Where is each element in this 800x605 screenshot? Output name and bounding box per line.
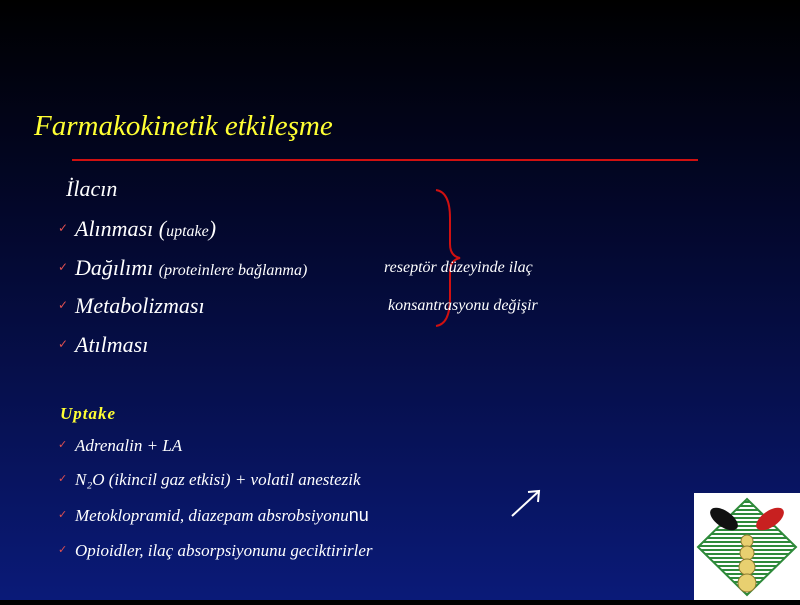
side-note-line1: reseptör düzeyinde ilaç: [384, 259, 533, 276]
item-label: Atılması: [75, 332, 149, 357]
arrow-up-right-icon: [508, 488, 544, 520]
list-item: [58, 216, 216, 242]
checkmark-icon: ✓: [58, 439, 68, 451]
uptake-item-suffix: nu: [348, 505, 369, 525]
checkmark-icon: ✓: [58, 337, 69, 351]
uptake-item-text: Opioidler, ilaç absorpsiyonunu geciktirirler: [75, 541, 373, 560]
checkmark-icon: ✓: [58, 298, 69, 312]
slide-title: Farmakokinetik etkileşme: [34, 110, 333, 142]
uptake-item-text: N₂O (ikincil gaz etkisi) + volatil anestezik: [75, 470, 361, 489]
list-item: [58, 293, 205, 319]
list-item: [58, 470, 361, 490]
item-label: Alınması (: [75, 216, 167, 241]
item-label: Dağılımı: [75, 255, 159, 280]
section-label-uptake: Uptake: [60, 404, 117, 423]
checkmark-icon: ✓: [58, 221, 69, 235]
checkmark-icon: ✓: [58, 509, 68, 521]
list-item: [58, 436, 182, 456]
uptake-item-text: Metoklopramid, diazepam absrobsiyonu: [75, 506, 349, 525]
list-item: [58, 541, 372, 561]
checkmark-icon: ✓: [58, 260, 69, 274]
item-small: uptake: [166, 223, 209, 240]
item-label: Metabolizması: [75, 293, 205, 318]
list-item: [58, 255, 307, 281]
list-item: [58, 332, 148, 358]
title-underline: [72, 159, 698, 161]
checkmark-icon: ✓: [58, 544, 68, 556]
uptake-item-text: Adrenalin + LA: [75, 436, 183, 455]
item-small: (proteinlere bağlanma): [158, 262, 308, 279]
item-tail: ): [208, 216, 217, 241]
checkmark-icon: ✓: [58, 473, 68, 485]
pharmacy-logo: [694, 493, 800, 600]
side-note-line2: konsantrasyonu değişir: [388, 297, 538, 314]
intro-text: İlacın: [66, 176, 118, 201]
list-item: [58, 505, 369, 526]
